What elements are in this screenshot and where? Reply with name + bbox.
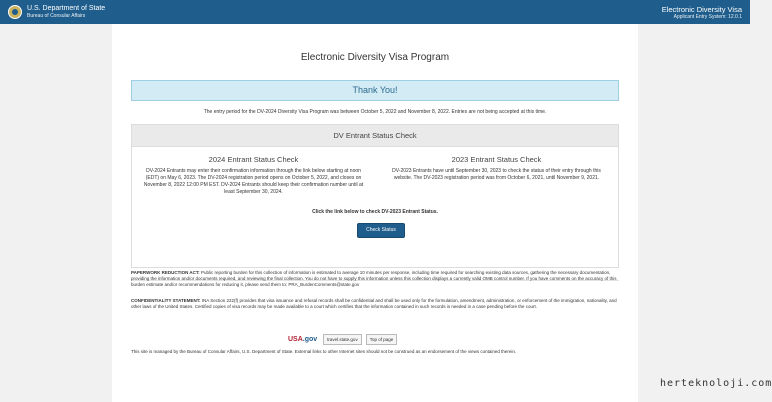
usa-gov-main: USA — [288, 336, 303, 343]
column-2024 — [132, 147, 375, 196]
entry-period-note: The entry period for the DV-2024 Diversity Visa Program was between October 5, 2022 and November 8, 2022. Entries are not being accepted at this time. — [203, 109, 547, 115]
app-version: Applicant Entry System: 12.0.1 — [673, 13, 742, 20]
app-title: Electronic Diversity Visa — [661, 4, 742, 14]
column-2023 — [375, 147, 618, 196]
paperwork-text: Public reporting burden for this collection of information is estimated to average 10 minutes per response, including time required for searching existing data sources, gathering the necessary documentation, providing the information and/or documents required, and reviewing the final collection. You do not have to supply this information unless this collection displays a currently valid OMB control number. If you have comments on the accuracy of this burden estimate and/or recommendations for reducing it, please send them to: PRA_BurdenComments@state.gov — [131, 270, 617, 287]
check-status-button[interactable]: Check Status — [357, 223, 405, 238]
top-of-page-link[interactable]: Top of page — [366, 334, 398, 345]
travel-state-link[interactable]: travel.state.gov — [323, 334, 362, 345]
footer-links — [288, 334, 401, 345]
paperwork-label: PAPERWORK REDUCTION ACT: — [131, 270, 200, 275]
thank-you-banner: Thank You! — [131, 80, 619, 101]
check-link-note: Click the link below to check DV-2023 Entrant Status. — [312, 209, 438, 215]
confidentiality-text: INA Section 222(f) provides that visa issuance and refusal records shall be confidential and shall be used only for the formulation, amendment, administration, or enforcement of the immigration, nationality, and other laws of the United States. Certified copies of visa records may be made available to a court which certifies that the information contained in such records is needed in a case pending before the court. — [131, 298, 617, 309]
col-2023-title: 2023 Entrant Status Check — [451, 155, 542, 164]
main-content — [112, 24, 638, 402]
confidentiality-notice — [131, 298, 619, 310]
usa-gov-suffix: .gov — [302, 336, 318, 343]
col-2024-title: 2024 Entrant Status Check — [208, 155, 299, 164]
agency-name: U.S. Department of State — [27, 5, 106, 12]
paperwork-notice — [131, 270, 619, 288]
app-branding — [662, 5, 742, 20]
agency-branding[interactable] — [8, 5, 105, 19]
page-title: Electronic Diversity Visa Program — [300, 52, 450, 63]
col-2023-text: DV-2023 Entrants have until September 30, 2023 to check the status of their entry through this website. The DV-2023 registration period was from October 6, 2021, until November 9, 2021. — [392, 168, 601, 181]
managed-by-note: This site is managed by the Bureau of Consular Affairs, U.S. Department of State. External links to other Internet sites should not be construed as an endorsement of the views contained therein. — [131, 349, 517, 354]
confidentiality-label: CONFIDENTIALITY STATEMENT: — [131, 298, 201, 303]
col-2024-text: DV-2024 Entrants may enter their confirmation information through the link below starting at noon (EDT) on May 6, 2023. The DV-2024 registration period opens on October 5, 2022, and closes on November 8, 2022 12:00 PM EST. DV-2024 Entrants should keep their confirmation number until at least September 30, 2024. — [143, 168, 364, 195]
status-check-panel — [131, 124, 619, 268]
watermark: herteknoloji.com — [660, 378, 772, 389]
usa-gov-logo[interactable] — [288, 336, 317, 343]
site-header — [0, 0, 750, 24]
panel-title: DV Entrant Status Check — [132, 125, 618, 147]
bureau-name: Bureau of Consular Affairs — [27, 13, 86, 19]
state-department-seal-icon — [8, 5, 22, 19]
